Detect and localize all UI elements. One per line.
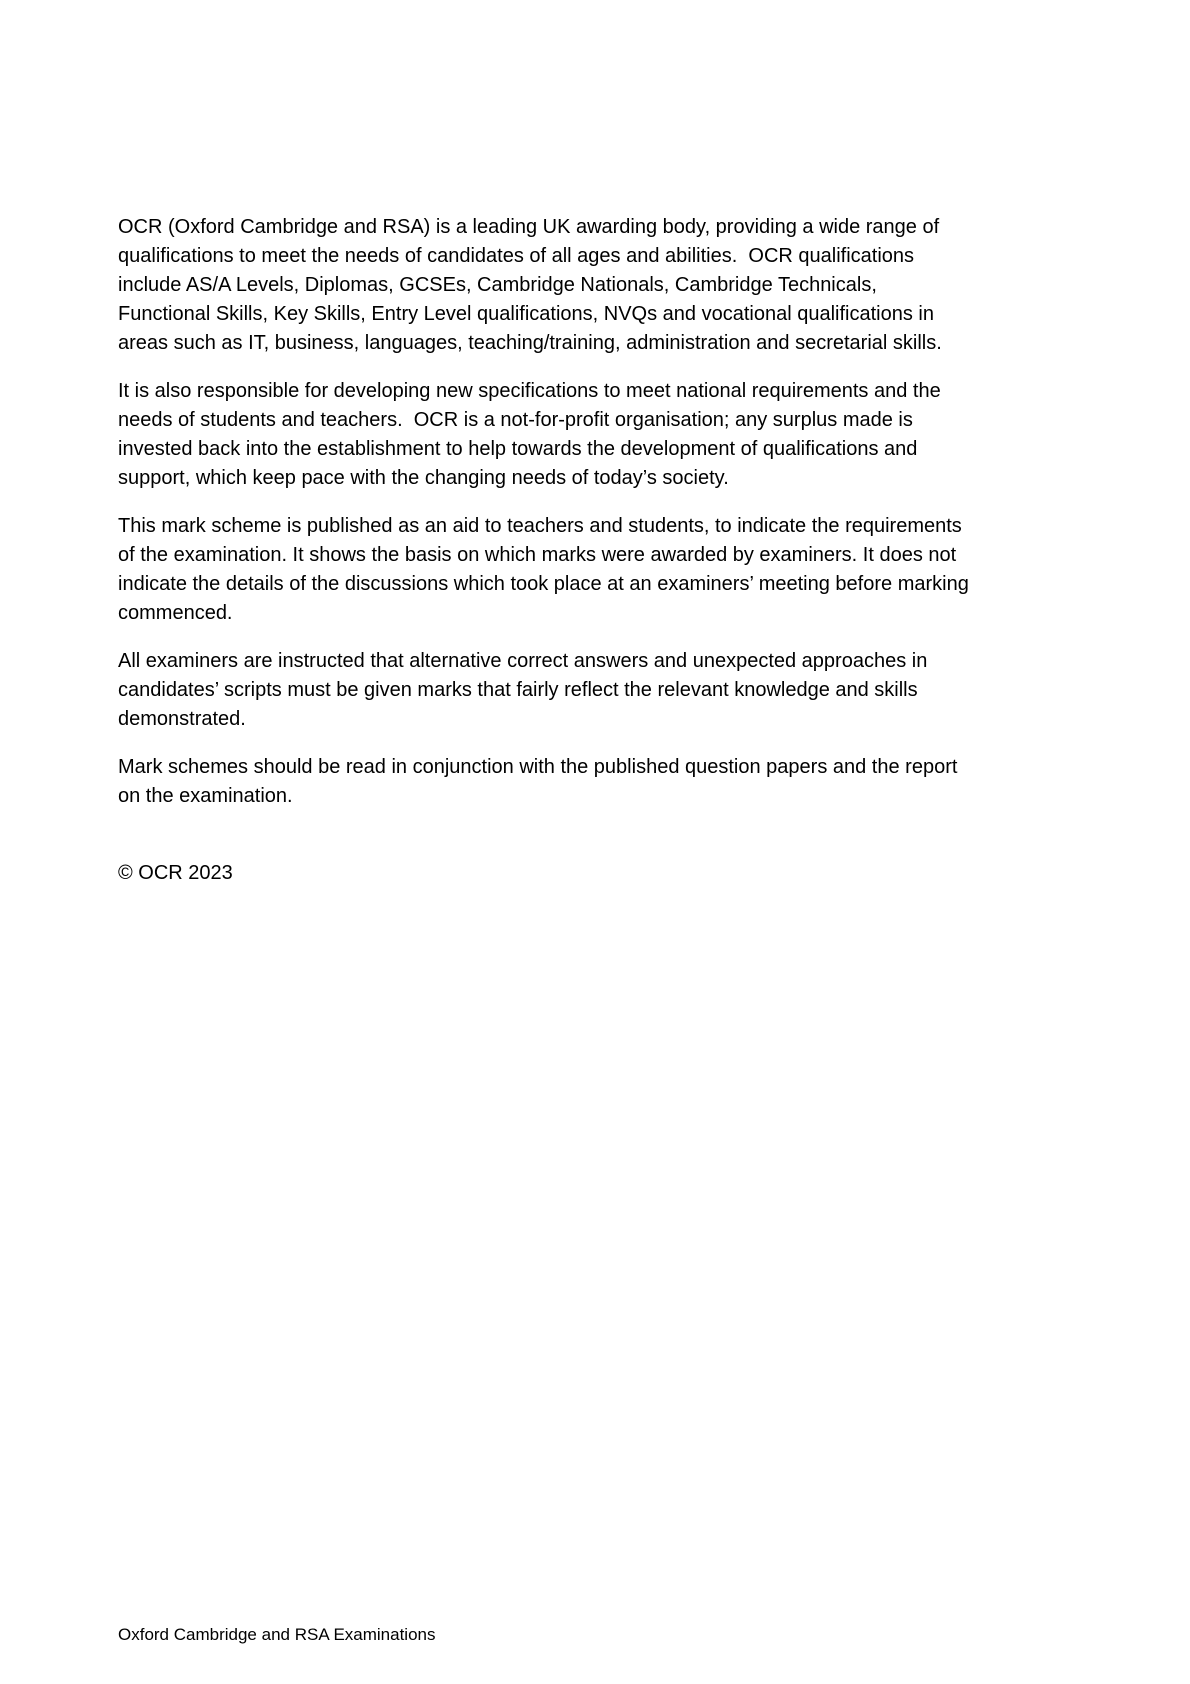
text-line: This mark scheme is published as an aid to teachers and students, to indicate the requirements (118, 515, 962, 537)
paragraph-mark-scheme-purpose (118, 512, 1118, 628)
text-line: It is also responsible for developing new specifications to meet national requirements and the (118, 380, 941, 402)
text-line: Mark schemes should be read in conjunction with the published question papers and the report (118, 756, 958, 778)
text-line: on the examination. (118, 785, 293, 807)
text-line: invested back into the establishment to help towards the development of qualifications and (118, 438, 918, 460)
text-line: indicate the details of the discussions which took place at an examiners’ meeting before marking (118, 573, 969, 595)
text-line: OCR (Oxford Cambridge and RSA) is a leading UK awarding body, providing a wide range of (118, 216, 940, 238)
paragraph-read-in-conjunction (118, 753, 1118, 811)
text-line: qualifications to meet the needs of candidates of all ages and abilities. OCR qualifications (118, 245, 915, 267)
text-line: demonstrated. (118, 708, 246, 730)
paragraph-examiner-instructions (118, 647, 1118, 734)
text-line: of the examination. It shows the basis on which marks were awarded by examiners. It does not (118, 544, 957, 566)
copyright-line: © OCR 2023 (118, 862, 233, 884)
text-line: needs of students and teachers. OCR is a not-for-profit organisation; any surplus made is (118, 409, 913, 431)
text-line: include AS/A Levels, Diplomas, GCSEs, Cambridge Nationals, Cambridge Technicals, (118, 274, 877, 296)
page-footer: Oxford Cambridge and RSA Examinations (118, 1625, 436, 1644)
paragraph-responsibilities (118, 377, 1118, 493)
text-line: Functional Skills, Key Skills, Entry Level qualifications, NVQs and vocational qualifications in (118, 303, 934, 325)
text-line: commenced. (118, 602, 233, 624)
paragraph-about-ocr (118, 213, 1118, 358)
text-line: candidates’ scripts must be given marks that fairly reflect the relevant knowledge and skills (118, 679, 918, 701)
text-line: support, which keep pace with the changing needs of today’s society. (118, 467, 729, 489)
text-line: areas such as IT, business, languages, teaching/training, administration and secretarial skills. (118, 332, 942, 354)
page-body (118, 213, 1118, 888)
text-line: All examiners are instructed that alternative correct answers and unexpected approaches in (118, 650, 928, 672)
